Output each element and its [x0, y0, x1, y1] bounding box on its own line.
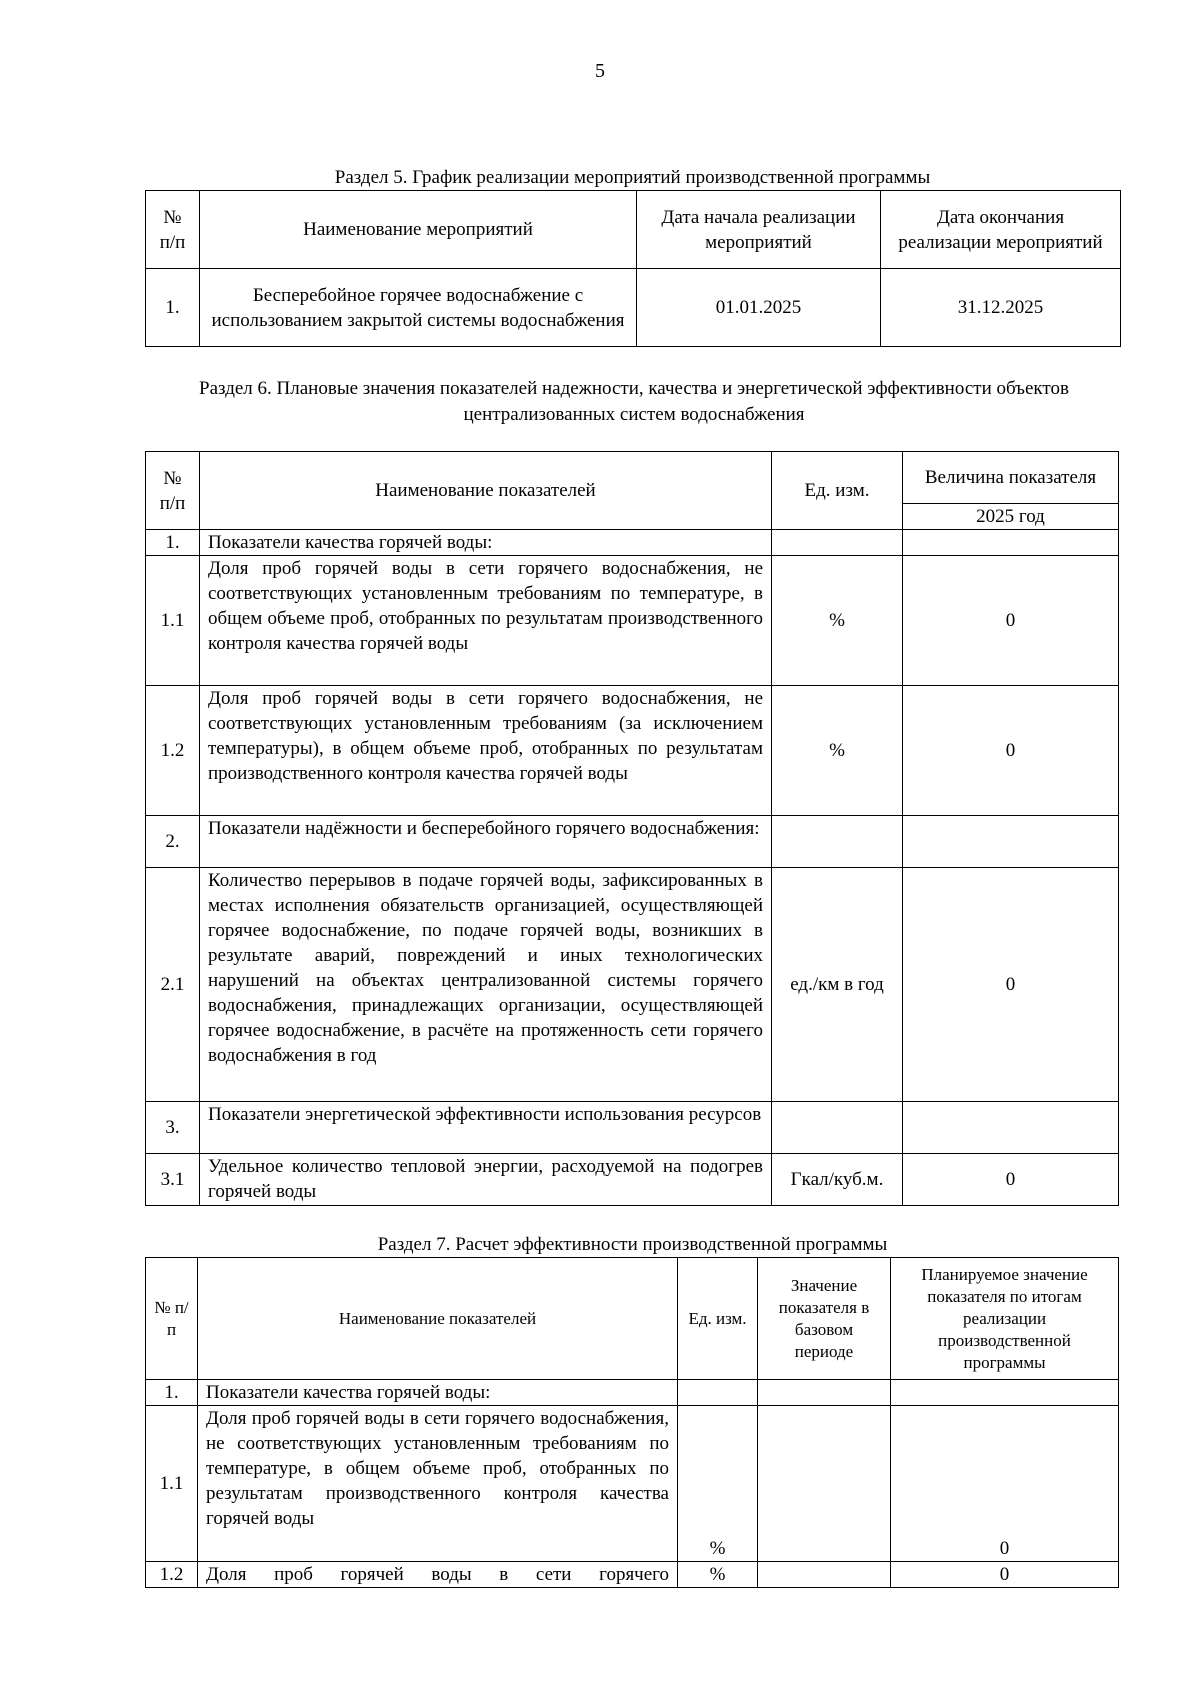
- row-value: [903, 1102, 1119, 1154]
- header-name: Наименование показателей: [198, 1258, 678, 1380]
- row-name: Показатели надёжности и бесперебойного горячего водоснабжения:: [200, 816, 772, 868]
- row-base: [758, 1562, 891, 1588]
- header-end-date: Дата окончания реализации мероприятий: [881, 191, 1121, 269]
- row-num: 1.: [146, 269, 200, 347]
- row-num: 1.2: [146, 686, 200, 816]
- header-value: Величина показателя: [903, 452, 1119, 504]
- row-name: Удельное количество тепловой энергии, расходуемой на подогрев горячей воды: [200, 1154, 772, 1206]
- table-row: [146, 868, 1119, 1102]
- row-num: 1.2: [146, 1562, 198, 1588]
- row-num: 3.: [146, 1102, 200, 1154]
- row-unit: ед./км в год: [772, 868, 903, 1102]
- row-base: [758, 1406, 891, 1562]
- table-row: [146, 1562, 1119, 1588]
- row-name: Доля проб горячей воды в сети горячего водоснабжения, не соответствующих установленным требованиям по температуре, в общем объеме проб, отобранных по результатам производственного контроля качества горячей воды: [200, 556, 772, 686]
- row-num: 1.1: [146, 556, 200, 686]
- row-name: Доля проб горячей воды в сети горячего водоснабжения, не соответствующих установленным требованиям (за исключением температуры), в общем объеме проб, отобранных по результатам производственного контроля качества горячей воды: [200, 686, 772, 816]
- header-name: Наименование мероприятий: [200, 191, 637, 269]
- table-row: [146, 1102, 1119, 1154]
- row-unit: [772, 530, 903, 556]
- row-num: 2.1: [146, 868, 200, 1102]
- row-unit: [772, 1102, 903, 1154]
- section6-table: [145, 451, 1119, 1206]
- row-name: Показатели энергетической эффективности использования ресурсов: [200, 1102, 772, 1154]
- row-num: 1.1: [146, 1406, 198, 1562]
- table-row: [146, 556, 1119, 686]
- row-name: Количество перерывов в подаче горячей воды, зафиксированных в местах исполнения обязательств организацией, осуществляющей горячее водоснабжение, по подаче горячей воды, возникших в результате аварий, повреждений и иных технологических нарушений на объектах централизованной системы горячего водоснабжения, принадлежащих организации, осуществляющей горячее водоснабжение, в расчёте на протяженность сети горячего водоснабжения в год: [200, 868, 772, 1102]
- section7-title: Раздел 7. Расчет эффективности производственной программы: [377, 1234, 888, 1255]
- row-base: [758, 1380, 891, 1406]
- row-name: [198, 1562, 678, 1588]
- section5-header-row: [146, 191, 1121, 269]
- row-num: 1.: [146, 530, 200, 556]
- row-value: 0: [903, 1154, 1119, 1206]
- row-value: [903, 816, 1119, 868]
- table-row: [146, 530, 1119, 556]
- row-unit: [678, 1380, 758, 1406]
- section7-table: [145, 1257, 1119, 1588]
- table-row: [146, 686, 1119, 816]
- row-name: Показатели качества горячей воды:: [200, 530, 772, 556]
- header-plan: Планируемое значение показателя по итогам реализации производственной программы: [891, 1258, 1119, 1380]
- row-end-date: 31.12.2025: [881, 269, 1121, 347]
- header-unit: Ед. изм.: [678, 1258, 758, 1380]
- row-name: Доля проб горячей воды в сети горячего водоснабжения, не соответствующих установленным требованиям по температуре, в общем объеме проб, отобранных по результатам производственного контроля качества горячей воды: [198, 1406, 678, 1562]
- row-start-date: 01.01.2025: [637, 269, 881, 347]
- header-year: 2025 год: [903, 504, 1119, 530]
- table-row: [146, 269, 1121, 347]
- row-name-text: Доля проб горячей воды в сети горячего: [206, 1564, 669, 1585]
- section6-header-row: [146, 452, 1119, 504]
- row-num: 3.1: [146, 1154, 200, 1206]
- section6-title: Раздел 6. Плановые значения показателей надежности, качества и энергетической эффективности объектов централизованных систем водоснабжения: [199, 378, 1069, 425]
- section5-table: [145, 190, 1121, 347]
- header-name: Наименование показателей: [200, 452, 772, 530]
- row-unit: %: [678, 1406, 758, 1562]
- row-unit: %: [772, 556, 903, 686]
- header-base: Значение показателя в базовом периоде: [758, 1258, 891, 1380]
- row-value: 0: [903, 556, 1119, 686]
- row-unit: [772, 816, 903, 868]
- table-row: [146, 1380, 1119, 1406]
- row-plan: 0: [891, 1562, 1119, 1588]
- row-name: Показатели качества горячей воды:: [198, 1380, 678, 1406]
- table-row: [146, 816, 1119, 868]
- section7-header-row: [146, 1258, 1119, 1380]
- header-num: № п/п: [146, 1258, 198, 1380]
- row-value: 0: [903, 686, 1119, 816]
- row-value: 0: [903, 868, 1119, 1102]
- header-start-date: Дата начала реализации мероприятий: [637, 191, 881, 269]
- row-plan: 0: [891, 1406, 1119, 1562]
- row-num: 2.: [146, 816, 200, 868]
- row-plan: [891, 1380, 1119, 1406]
- table-row: [146, 1154, 1119, 1206]
- header-unit: Ед. изм.: [772, 452, 903, 530]
- header-num: № п/п: [146, 452, 200, 530]
- row-unit: Гкал/куб.м.: [772, 1154, 903, 1206]
- section5-title: Раздел 5. График реализации мероприятий производственной программы: [334, 167, 931, 188]
- row-unit: %: [678, 1562, 758, 1588]
- row-num: 1.: [146, 1380, 198, 1406]
- page-number: 5: [595, 60, 605, 82]
- table-row: [146, 1406, 1119, 1562]
- row-name: Бесперебойное горячее водоснабжение с использованием закрытой системы водоснабжения: [200, 269, 637, 347]
- header-num: № п/п: [146, 191, 200, 269]
- row-value: [903, 530, 1119, 556]
- row-unit: %: [772, 686, 903, 816]
